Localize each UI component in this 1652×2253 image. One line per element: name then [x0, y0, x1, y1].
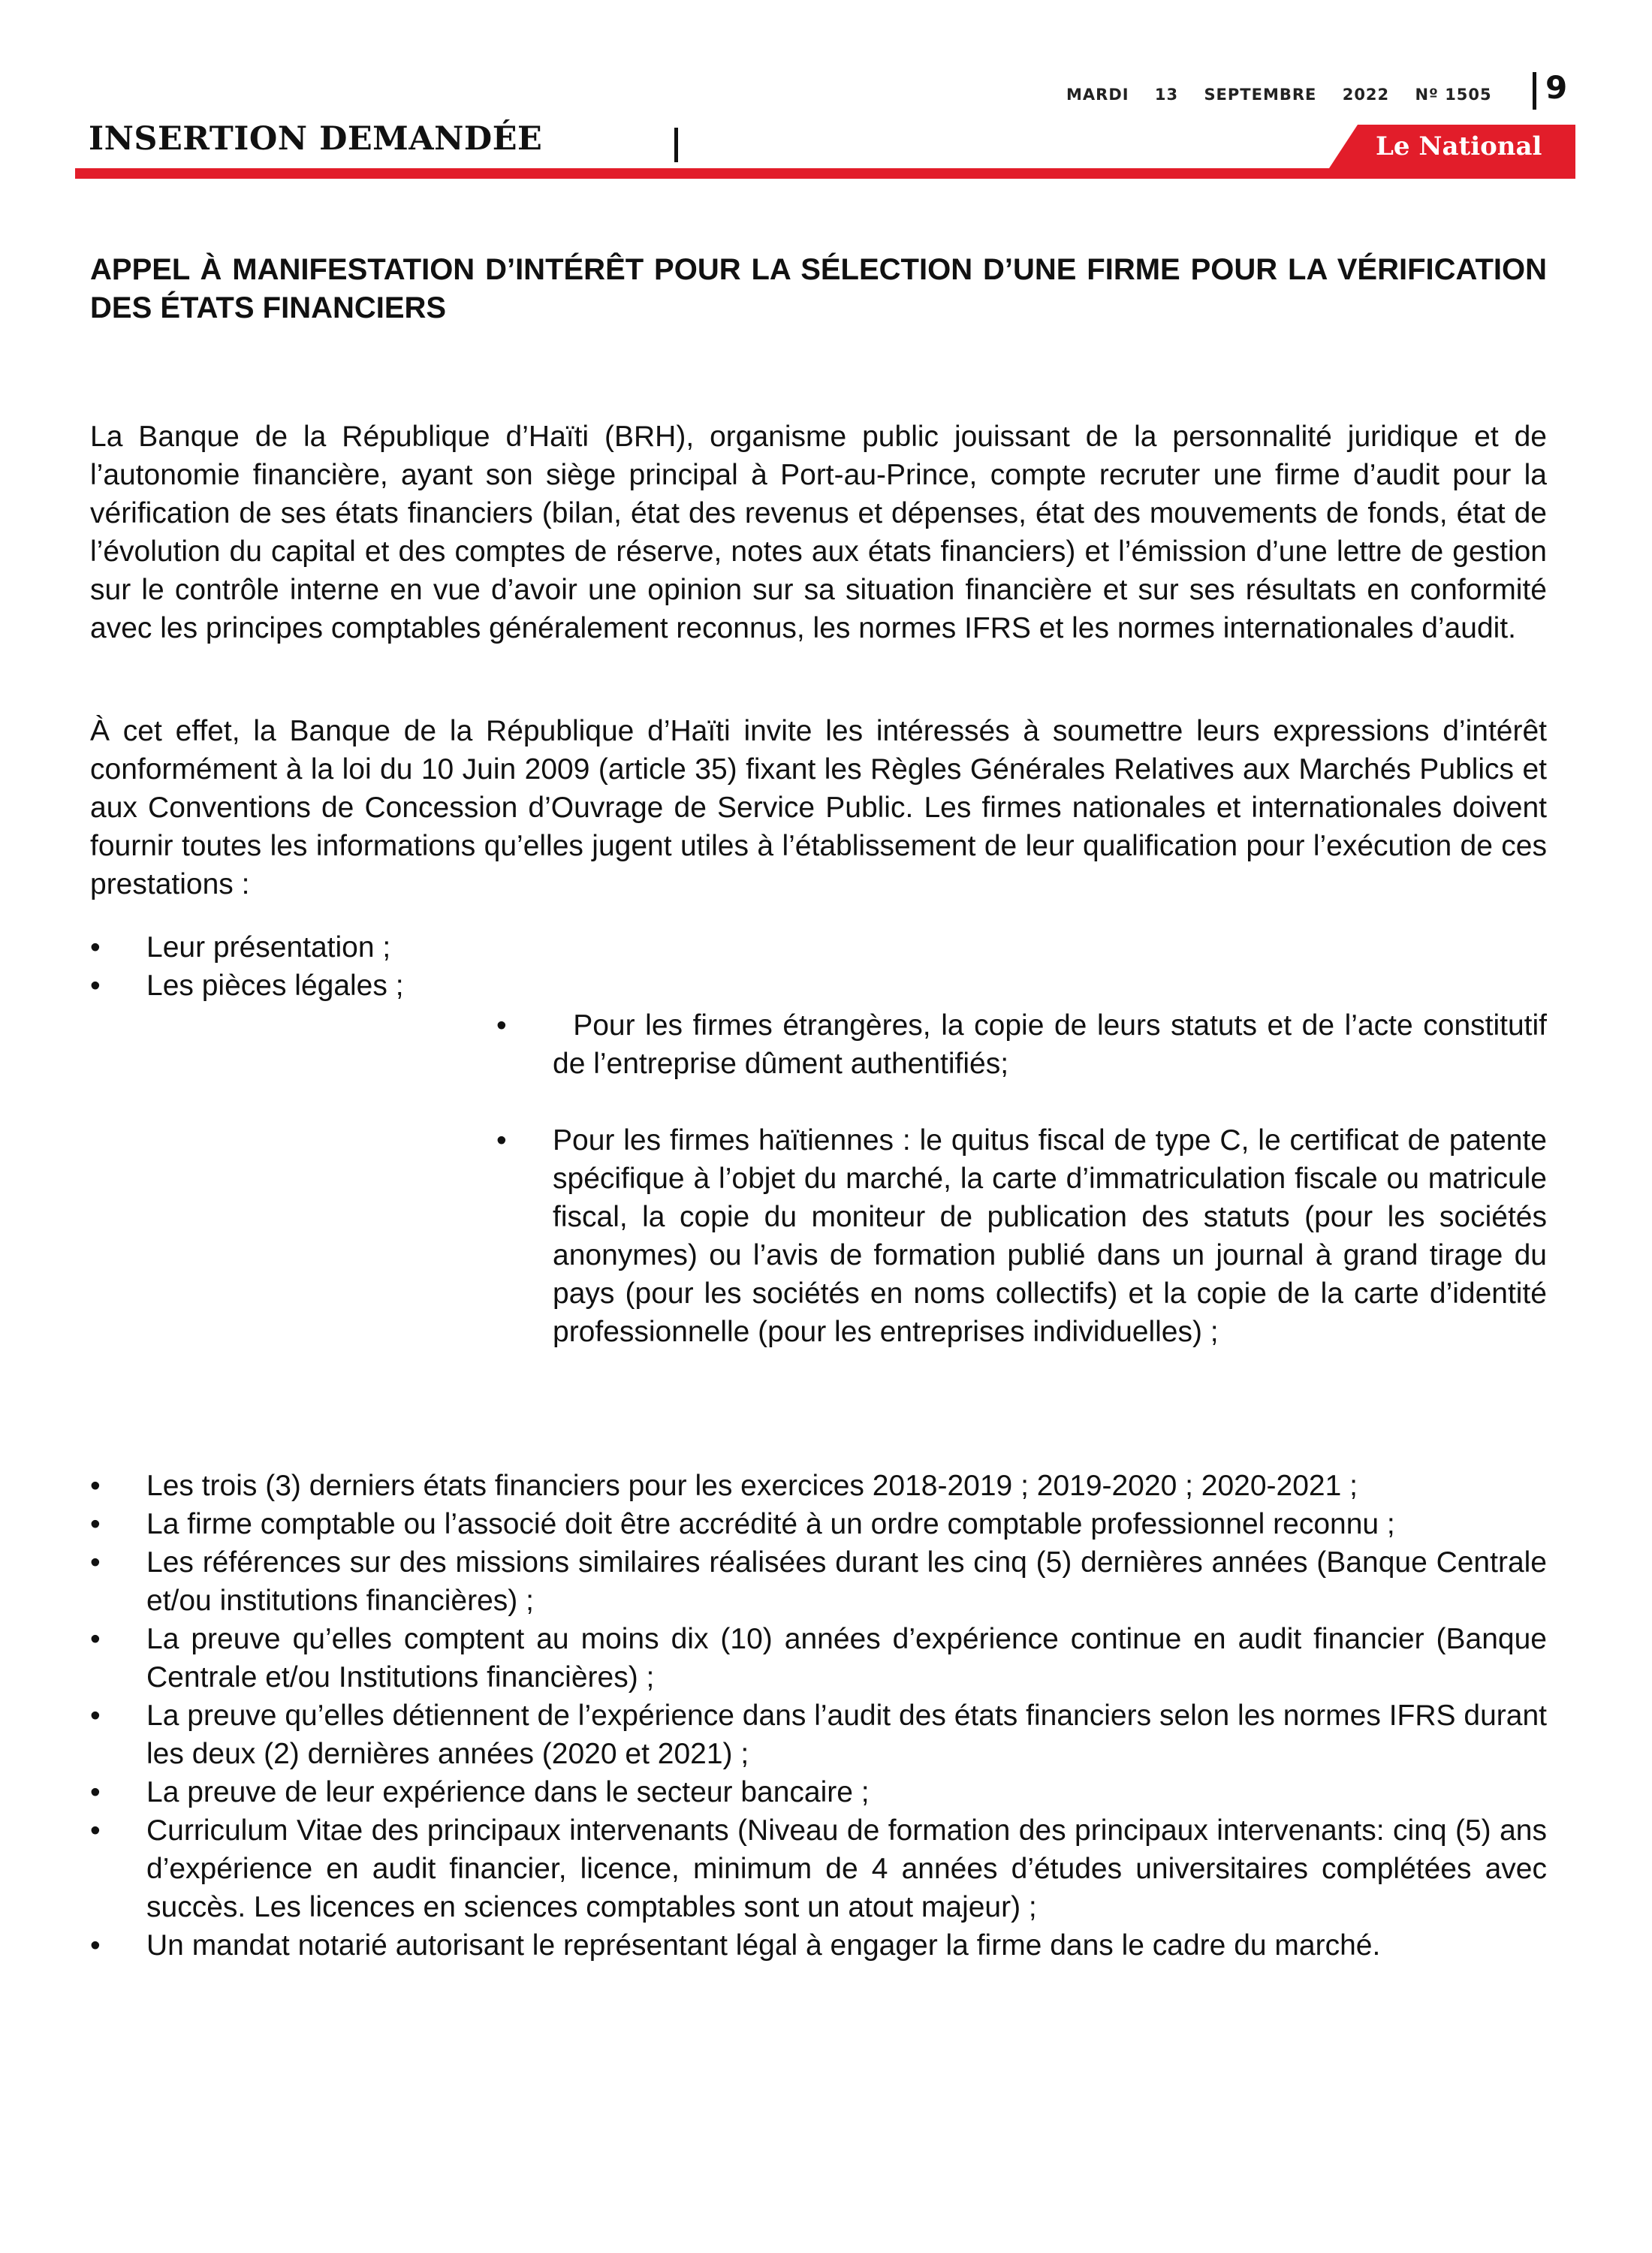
requirements-list-part-1 — [90, 928, 1547, 1005]
bullet-icon: • — [90, 1776, 101, 1808]
requirements-list-part-2 — [90, 1467, 1547, 1965]
list-item-text: Pour les firmes haïtiennes : le quitus fiscal de type C, le certificat de patente spécifique à l’objet du marché, la carte d’immatriculation fiscale ou matricule fiscal, la copie du moniteur de publication des statuts (pour les sociétés anonymes) ou l’avis de formation publié dans un journal à grand tirage du pays (pour les sociétés en noms collectifs) et la copie de la carte d’identité professionnelle (pour les entreprises individuelles) ; — [553, 1124, 1547, 1348]
article-heading: APPEL À MANIFESTATION D’INTÉRÊT POUR LA SÉLECTION D’UNE FIRME POUR LA VÉRIFICATION DES ÉTATS FINANCIERS — [90, 253, 1547, 324]
list-item-text: Les références sur des missions similaires réalisées durant les cinq (5) dernières années (Banque Centrale et/ou institutions financières) ; — [146, 1546, 1547, 1617]
invitation-paragraph: À cet effet, la Banque de la République d’Haïti invite les intéressés à soumettre leurs expressions d’intérêt conformément à la loi du 10 Juin 2009 (article 35) fixant les Règles Générales Relatives aux Marchés Publics et aux Conventions de Concession d’Ouvrage de Service Public. Les firmes nationales et internationales doivent fournir toutes les informations qu’elles jugent utiles à l’établissement de leur qualification pour l’exécution de ces prestations : — [90, 715, 1547, 900]
list-item-text: Les pièces légales ; — [146, 970, 404, 1002]
list-item-text: Pour les firmes étrangères, la copie de leurs statuts et de l’acte constitutif de l’entreprise dûment authentifiés; — [553, 1009, 1555, 1080]
list-item — [90, 1620, 1547, 1697]
list-item-text: La preuve qu’elles comptent au moins dix (10) années d’expérience continue en audit financier (Banque Centrale et/ou Institutions financières) ; — [146, 1623, 1547, 1694]
issue-number: Nº 1505 — [1415, 86, 1492, 104]
list-item — [90, 1467, 1547, 1505]
bullet-icon: • — [90, 1623, 101, 1655]
list-item-text: Un mandat notarié autorisant le représentant légal à engager la firme dans le cadre du marché. — [146, 1929, 1381, 1962]
list-item-text: La preuve de leur expérience dans le secteur bancaire ; — [146, 1776, 870, 1808]
list-item-text: Curriculum Vitae des principaux intervenants (Niveau de formation des principaux intervenants: cinq (5) ans d’expérience en audit financier, licence, minimum de 4 années d’études universitaires complétées avec succès. Les licences en sciences comptables sont un atout majeur) ; — [146, 1814, 1547, 1923]
list-item — [90, 1773, 1547, 1811]
page-number-divider — [1533, 72, 1536, 110]
legal-documents-sublist — [496, 1006, 1555, 1351]
list-item — [90, 1811, 1547, 1926]
list-item — [90, 1543, 1547, 1620]
intro-paragraph: La Banque de la République d’Haïti (BRH), organisme public jouissant de la personnalité juridique et de l’autonomie financière, ayant son siège principal à Port-au-Prince, compte recruter une firme d’audit pour la vérification de ses états financiers (bilan, état des revenus et dépenses, état des mouvements de fonds, état de l’évolution du capital et des comptes de réserve, notes aux états financiers) et l’émission d’une lettre de gestion sur le contrôle interne en vue d’avoir une opinion sur sa situation financière et sur ses résultats en conformité avec les principes comptables généralement reconnus, les normes IFRS et les normes internationales d’audit. — [90, 421, 1547, 644]
header-rule — [75, 168, 1575, 179]
bullet-icon: • — [496, 1124, 507, 1157]
page-number: 9 — [1545, 69, 1568, 106]
bullet-icon: • — [90, 1546, 101, 1579]
list-item-text: Les trois (3) derniers états financiers pour les exercices 2018-2019 ; 2019-2020 ; 2020-2021 ; — [146, 1470, 1358, 1502]
dateline — [1066, 86, 1492, 104]
list-item-text: La preuve qu’elles détiennent de l’expérience dans l’audit des états financiers selon les normes IFRS durant les deux (2) dernières années (2020 et 2021) ; — [146, 1700, 1547, 1770]
list-item-text: Leur présentation ; — [146, 931, 391, 964]
list-item-text: La firme comptable ou l’associé doit être accrédité à un ordre comptable professionnel reconnu ; — [146, 1508, 1395, 1540]
bullet-icon: • — [90, 1470, 101, 1502]
list-item — [496, 1006, 1555, 1083]
newspaper-logo: Le National — [1376, 131, 1542, 161]
list-item — [90, 1505, 1547, 1543]
bullet-icon: • — [90, 1508, 101, 1540]
bullet-icon: • — [90, 970, 101, 1002]
date-day: 13 — [1154, 86, 1179, 104]
list-item — [90, 967, 1547, 1005]
bullet-icon: • — [496, 1009, 507, 1042]
list-item — [90, 1697, 1547, 1773]
date-weekday: MARDI — [1066, 86, 1129, 104]
bullet-icon: • — [90, 931, 101, 964]
bullet-icon: • — [90, 1700, 101, 1732]
date-year: 2022 — [1342, 86, 1390, 104]
list-item — [90, 1926, 1547, 1965]
list-item — [496, 1121, 1547, 1351]
date-month: SEPTEMBRE — [1204, 86, 1317, 104]
section-title: INSERTION DEMANDÉE — [89, 120, 543, 158]
bullet-icon: • — [90, 1929, 101, 1962]
section-title-divider — [674, 128, 678, 162]
bullet-icon: • — [90, 1814, 101, 1847]
list-item — [90, 928, 1547, 967]
